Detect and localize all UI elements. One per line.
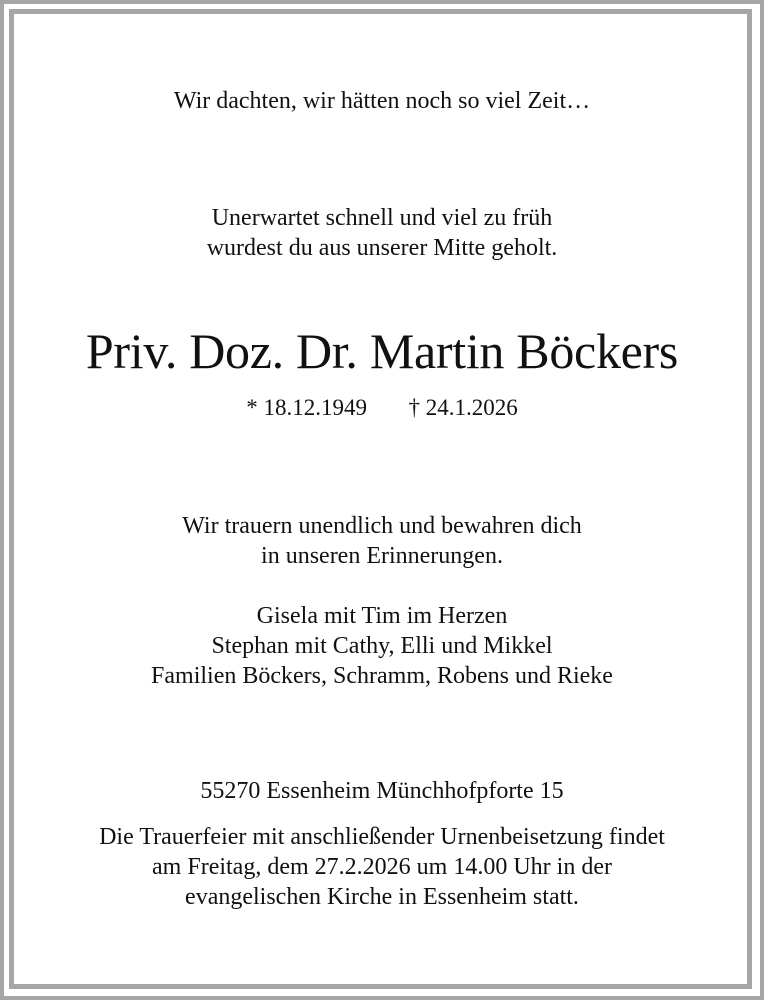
mourning-line-1: Wir trauern unendlich und bewahren dich: [182, 513, 582, 539]
mourner-line: Stephan mit Cathy, Elli und Mikkel: [211, 633, 553, 659]
funeral-line-3: evangelischen Kirche in Essenheim statt.: [185, 884, 579, 910]
mourner-line: Familien Böckers, Schramm, Robens und Rieke: [151, 663, 613, 689]
life-dates: [0, 393, 764, 423]
opening-line: Wir dachten, wir hätten noch so viel Zeit…: [173, 88, 591, 114]
family-address: 55270 Essenheim Münchhofpforte 15: [200, 778, 564, 804]
birth-star-icon: *: [246, 395, 258, 420]
intro-line-2: wurdest du aus unserer Mitte geholt.: [206, 235, 558, 261]
mourner-line: Gisela mit Tim im Herzen: [256, 603, 508, 629]
deceased-name: Priv. Doz. Dr. Martin Böckers: [85, 323, 679, 379]
intro-line-1: Unerwartet schnell und viel zu früh: [211, 205, 553, 231]
funeral-line-2: am Freitag, dem 27.2.2026 um 14.00 Uhr in der: [152, 854, 612, 880]
death-date: 24.1.2026: [425, 395, 518, 420]
birth-date: 18.12.1949: [263, 395, 367, 420]
death-cross-icon: †: [408, 395, 420, 420]
funeral-line-1: Die Trauerfeier mit anschließender Urnenbeisetzung findet: [99, 824, 665, 850]
mourning-line-2: in unseren Erinnerungen.: [261, 543, 503, 569]
